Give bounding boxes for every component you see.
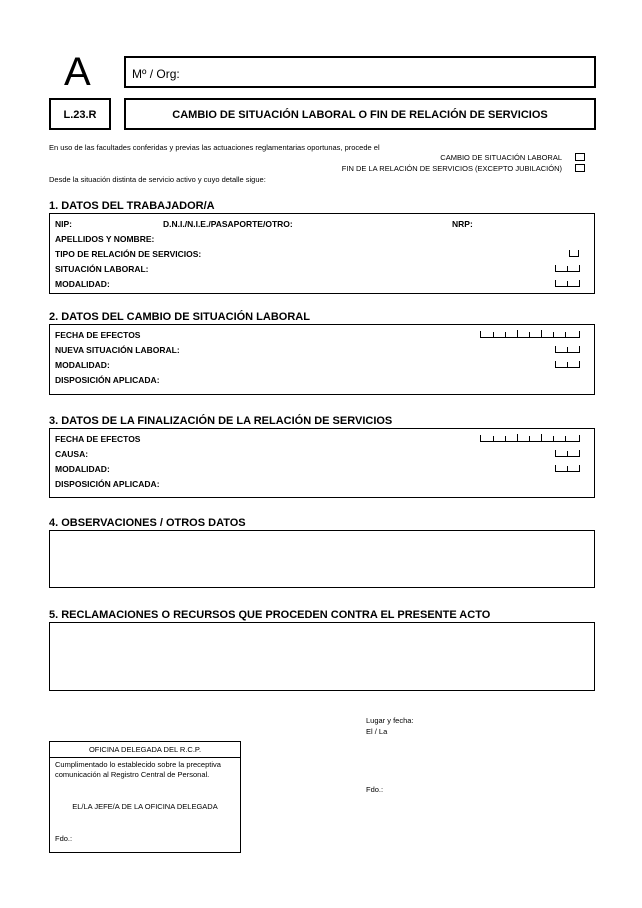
option-cambio-label: CAMBIO DE SITUACIÓN LABORAL: [440, 153, 562, 162]
fecha-efectos-field[interactable]: [480, 331, 580, 338]
oficina-fdo: Fdo.:: [55, 834, 73, 843]
section-1-title: 1. DATOS DEL TRABAJADOR/A: [49, 200, 215, 212]
apellidos-label: APELLIDOS Y NOMBRE:: [55, 234, 155, 244]
nrp-label: NRP:: [452, 219, 473, 229]
tipo-relacion-field[interactable]: [569, 250, 579, 257]
nip-label: NIP:: [55, 219, 72, 229]
modalidad-3-field[interactable]: [555, 465, 580, 472]
situacion-field[interactable]: [555, 265, 580, 272]
oficina-delegada-box: [49, 741, 241, 853]
causa-label: CAUSA:: [55, 449, 89, 459]
disposicion-3-label: DISPOSICIÓN APLICADA:: [55, 479, 160, 489]
dni-label: D.N.I./N.I.E./PASAPORTE/OTRO:: [163, 219, 293, 229]
section-1-box: [49, 213, 595, 294]
observaciones-field[interactable]: [49, 530, 595, 588]
nueva-situacion-field[interactable]: [555, 346, 580, 353]
org-label: Mº / Org:: [132, 67, 180, 81]
causa-field[interactable]: [555, 450, 580, 457]
option-fin-checkbox[interactable]: [575, 164, 585, 172]
intro-line-1: En uso de las facultades conferidas y previas las actuaciones reglamentarias oportunas, procede el: [49, 143, 380, 152]
disposicion-2-label: DISPOSICIÓN APLICADA:: [55, 375, 160, 385]
intro-line-2: Desde la situación distinta de servicio activo y cuyo detalle sigue:: [49, 175, 266, 184]
section-2-title: 2. DATOS DEL CAMBIO DE SITUACIÓN LABORAL: [49, 311, 310, 323]
fecha-fin-label: FECHA DE EFECTOS: [55, 434, 141, 444]
oficina-text-1: Cumplimentado lo establecido sobre la preceptiva: [55, 760, 221, 769]
el-la-label: El / La: [366, 727, 388, 736]
modalidad-label: MODALIDAD:: [55, 279, 110, 289]
section-3-title: 3. DATOS DE LA FINALIZACIÓN DE LA RELACIÓN DE SERVICIOS: [49, 415, 393, 427]
tipo-relacion-label: TIPO DE RELACIÓN DE SERVICIOS:: [55, 249, 202, 259]
form-title: CAMBIO DE SITUACIÓN LABORAL O FIN DE RELACIÓN DE SERVICIOS: [124, 98, 596, 130]
org-field[interactable]: [124, 56, 596, 88]
oficina-head: OFICINA DELEGADA DEL R.C.P.: [50, 742, 240, 758]
oficina-text-2: comunicación al Registro Central de Personal.: [55, 770, 210, 779]
form-code: L.23.R: [49, 98, 111, 130]
modalidad-field[interactable]: [555, 280, 580, 287]
option-cambio-checkbox[interactable]: [575, 153, 585, 161]
section-3-box: [49, 428, 595, 498]
fecha-fin-field[interactable]: [480, 435, 580, 442]
situacion-label: SITUACIÓN LABORAL:: [55, 264, 149, 274]
form-letter: A: [64, 50, 91, 94]
modalidad-2-label: MODALIDAD:: [55, 360, 110, 370]
section-4-title: 4. OBSERVACIONES / OTROS DATOS: [49, 517, 246, 529]
oficina-jefe: EL/LA JEFE/A DE LA OFICINA DELEGADA: [72, 802, 218, 811]
modalidad-3-label: MODALIDAD:: [55, 464, 110, 474]
reclamaciones-field[interactable]: [49, 622, 595, 691]
lugar-fecha-label: Lugar y fecha:: [366, 716, 414, 725]
nueva-situacion-label: NUEVA SITUACIÓN LABORAL:: [55, 345, 180, 355]
section-2-box: [49, 324, 595, 395]
option-fin-label: FIN DE LA RELACIÓN DE SERVICIOS (EXCEPTO JUBILACIÓN): [341, 164, 562, 173]
fecha-efectos-label: FECHA DE EFECTOS: [55, 330, 141, 340]
section-5-title: 5. RECLAMACIONES O RECURSOS QUE PROCEDEN CONTRA EL PRESENTE ACTO: [49, 609, 491, 621]
modalidad-2-field[interactable]: [555, 361, 580, 368]
fdo-label: Fdo.:: [366, 785, 384, 794]
